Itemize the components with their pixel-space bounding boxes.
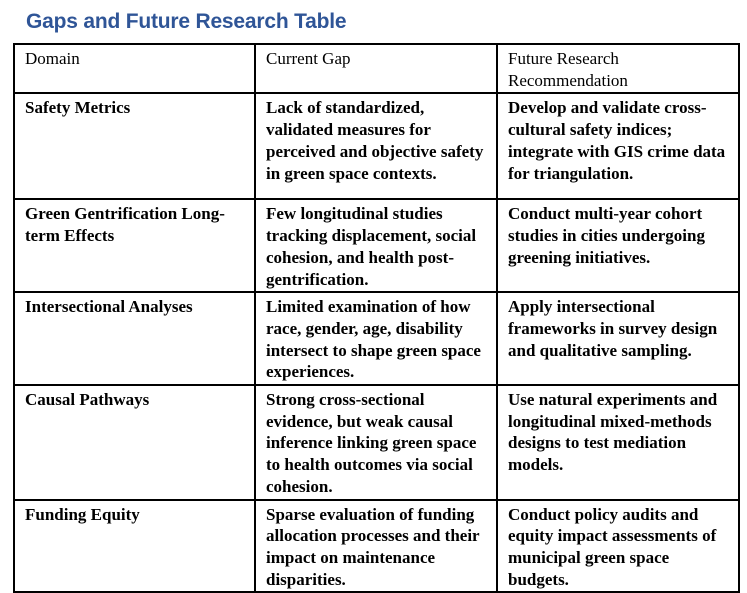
header-domain: Domain <box>14 44 255 93</box>
recommendation-cell: Use natural experiments and longitudinal mixed-methods designs to test mediation models. <box>497 385 739 500</box>
header-future-research: Future Research Recommendation <box>497 44 739 93</box>
recommendation-cell: Develop and validate cross-cultural safety indices; integrate with GIS crime data for triangulation. <box>497 93 739 199</box>
gap-cell: Limited examination of how race, gender, age, disability intersect to shape green space experiences. <box>255 292 497 385</box>
domain-cell: Causal Pathways <box>14 385 255 500</box>
gap-cell: Few longitudinal studies tracking displacement, social cohesion, and health post-gentrification. <box>255 199 497 292</box>
table-row <box>14 292 739 385</box>
domain-cell: Intersectional Analyses <box>14 292 255 385</box>
domain-cell: Funding Equity <box>14 500 255 593</box>
table-row <box>14 199 739 292</box>
recommendation-cell: Conduct policy audits and equity impact assessments of municipal green space budgets. <box>497 500 739 593</box>
table-row <box>14 93 739 199</box>
gap-cell: Strong cross-sectional evidence, but weak causal inference linking green space to health outcomes via social cohesion. <box>255 385 497 500</box>
research-gaps-table <box>13 43 740 593</box>
recommendation-cell: Conduct multi-year cohort studies in cities undergoing greening initiatives. <box>497 199 739 292</box>
table-header-row <box>14 44 739 93</box>
recommendation-cell: Apply intersectional frameworks in survey design and qualitative sampling. <box>497 292 739 385</box>
domain-cell: Green Gentrification Long-term Effects <box>14 199 255 292</box>
header-current-gap: Current Gap <box>255 44 497 93</box>
table-row <box>14 385 739 500</box>
gap-cell: Lack of standardized, validated measures for perceived and objective safety in green space contexts. <box>255 93 497 199</box>
table-row <box>14 500 739 593</box>
table-title: Gaps and Future Research Table <box>26 10 347 33</box>
gap-cell: Sparse evaluation of funding allocation processes and their impact on maintenance disparities. <box>255 500 497 593</box>
domain-cell: Safety Metrics <box>14 93 255 199</box>
